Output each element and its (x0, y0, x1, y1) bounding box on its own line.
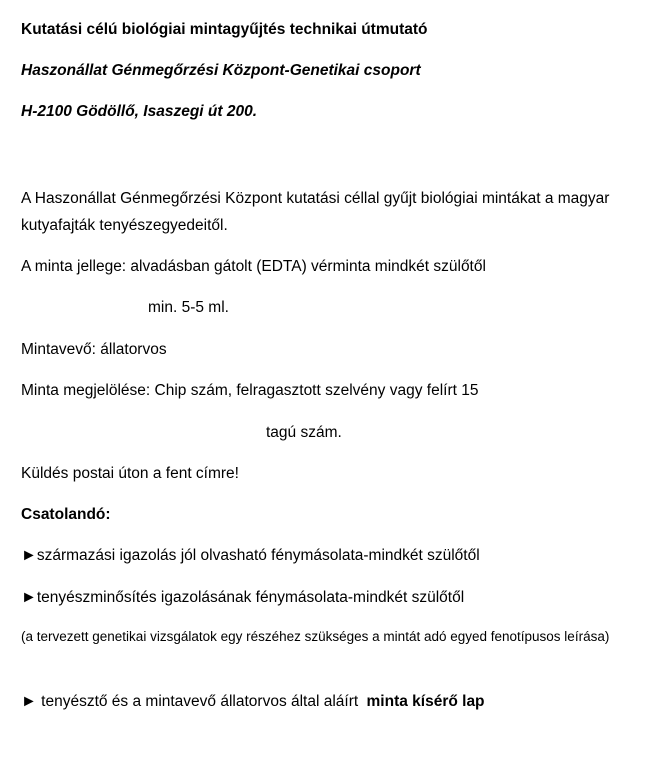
sample-labeling-continued: tagú szám. (266, 424, 342, 441)
sample-labeling: Minta megjelölése: Chip szám, felragasztott szelvény vagy felírt 15 (21, 382, 479, 399)
attachment-item-bold-text: minta kísérő lap (366, 693, 485, 710)
address: H-2100 Gödöllő, Isaszegi út 200. (21, 103, 258, 120)
attachment-item-text: tenyésztő és a mintavevő állatorvos által aláírt (36, 693, 363, 710)
sample-amount: min. 5-5 ml. (148, 299, 229, 316)
intro-paragraph: A Haszonállat Génmegőrzési Központ kutatási céllal gyűjt biológiai mintákat a magyar kutyafajták tenyészegyedeitől. (21, 190, 610, 234)
attachment-item (21, 588, 464, 608)
attachment-item-text: származási igazolás jól olvasható fénymásolata-mindkét szülőtől (36, 547, 480, 564)
arrow-right-icon: ► (21, 693, 37, 710)
attachment-item (21, 546, 480, 566)
attachment-item-text: tenyészminősítés igazolásának fénymásolata-mindkét szülőtől (36, 589, 465, 606)
organization-name: Haszonállat Génmegőrzési Központ-Genetikai csoport (21, 62, 421, 79)
shipping-instruction: Küldés postai úton a fent címre! (21, 465, 239, 482)
document-title: Kutatási célú biológiai mintagyűjtés technikai útmutató (21, 21, 428, 38)
sampler: Mintavevő: állatorvos (21, 341, 167, 358)
phenotype-note: (a tervezett genetikai vizsgálatok egy részéhez szükséges a mintát adó egyed fenotípusos leírása) (21, 629, 610, 644)
arrow-right-icon: ► (21, 547, 37, 564)
sample-type: A minta jellege: alvadásban gátolt (EDTA) vérminta mindkét szülőtől (21, 258, 486, 275)
attachments-heading: Csatolandó: (21, 506, 111, 523)
attachment-item-signed-form (21, 692, 485, 712)
arrow-right-icon: ► (21, 589, 37, 606)
